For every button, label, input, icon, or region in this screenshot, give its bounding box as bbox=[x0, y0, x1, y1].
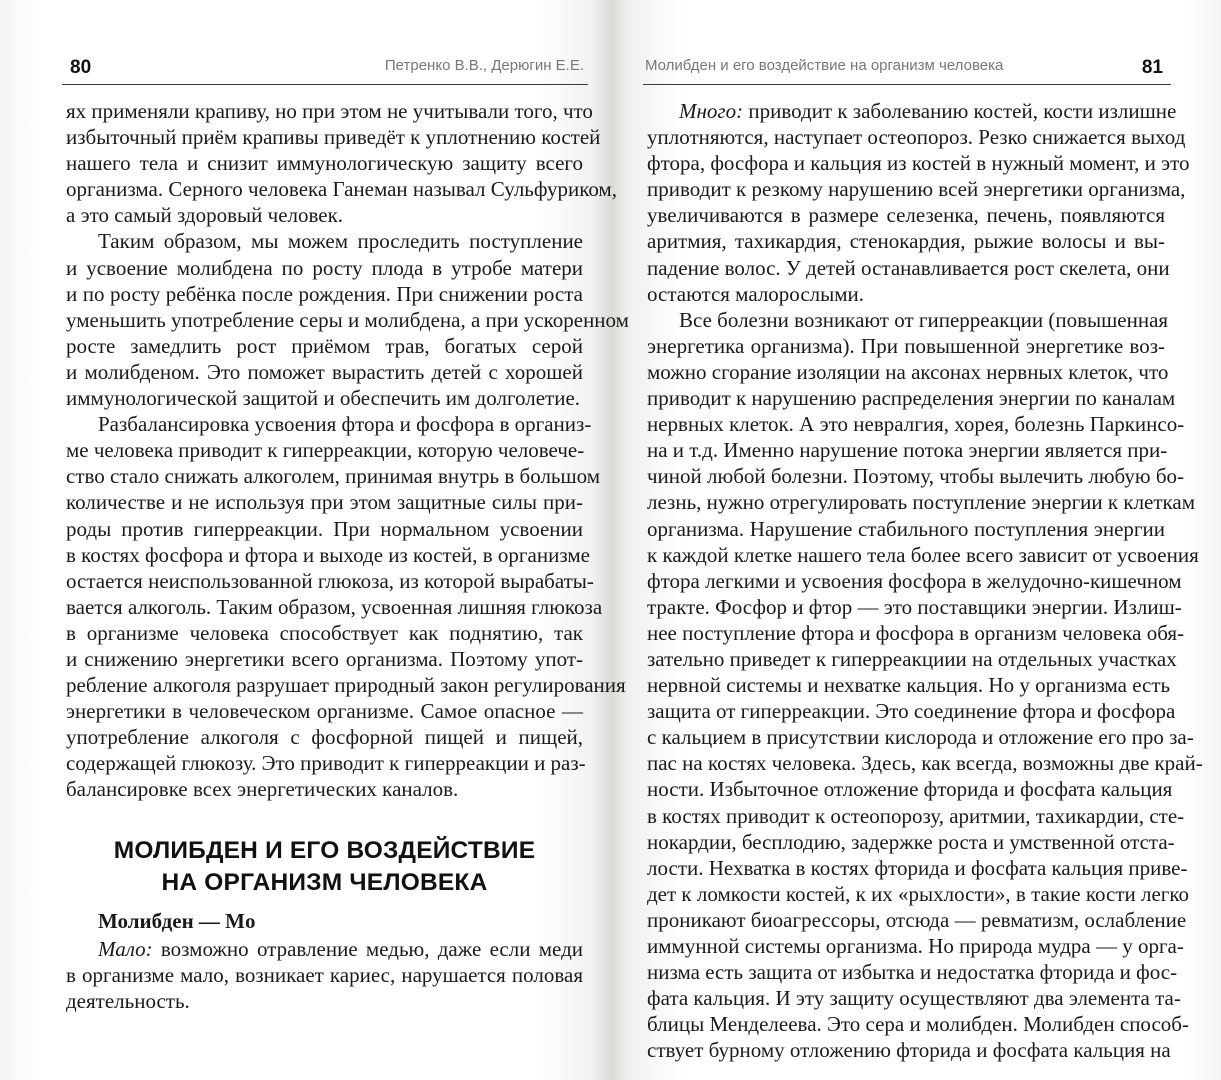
line-text: нее поступление фтора и фосфора в организм человека обя- bbox=[647, 620, 1185, 645]
text-line bbox=[647, 724, 1194, 750]
text-line bbox=[647, 411, 1185, 437]
text-line bbox=[647, 437, 1168, 463]
line-text: остаются малорослыми. bbox=[647, 281, 865, 306]
section-title-line: МОЛИБДЕН И ЕГО ВОЗДЕЙСТВИЕ bbox=[113, 837, 536, 864]
running-head: Молибден и его воздействие на организм человека bbox=[645, 57, 1004, 74]
text-line bbox=[66, 489, 583, 515]
line-text: избыточный приём крапивы приведёт к уплотнению костей bbox=[66, 125, 601, 150]
line-text: можно сгорание изоляции на аксонах нервных клеток, что bbox=[647, 359, 1169, 384]
line-text: на и т.д. Именно нарушение потока энергии является при- bbox=[647, 438, 1168, 463]
line-text: в костях приводит к остеопорозу, аритмии, тахикардии, сте- bbox=[647, 803, 1185, 828]
line-text: возможно отравление медью, даже если меди bbox=[152, 937, 583, 961]
text-line bbox=[66, 98, 593, 124]
text-line bbox=[66, 202, 583, 228]
text-line bbox=[66, 542, 590, 568]
line-text: фтора легкими и усвоения фосфора в желудочно-кишечном bbox=[647, 568, 1182, 593]
text-line bbox=[647, 620, 1185, 646]
text-line bbox=[66, 437, 583, 463]
line-text: в организме человека способствует как поднятию, так bbox=[66, 620, 583, 645]
line-text: балансировке всех энергетических каналов. bbox=[66, 777, 459, 802]
text-line bbox=[647, 646, 1177, 672]
line-text: проникают биоагрессоры, отсюда — ревматизм, ослабление bbox=[647, 907, 1187, 932]
line-text: нокардии, бесплодию, задержке роста и умственной отста- bbox=[647, 829, 1175, 854]
line-text: пас на костях человека. Здесь, как всегда, возможны две край- bbox=[647, 751, 1203, 776]
text-line bbox=[66, 672, 626, 698]
line-text: и снижению энергетики всего организма. Поэтому упот- bbox=[66, 646, 583, 671]
text-line bbox=[647, 855, 1188, 881]
text-line bbox=[647, 463, 1185, 489]
line-text: с кальцием в присутствии кислорода и отложение его про за- bbox=[647, 725, 1194, 750]
italic-term: Мало: bbox=[98, 937, 153, 961]
text-line bbox=[66, 150, 583, 176]
line-text: тракте. Фосфор и фтор — это поставщики энергии. Излиш- bbox=[647, 594, 1182, 619]
text-line bbox=[647, 202, 1165, 228]
italic-term: Много: bbox=[679, 99, 744, 123]
text-line bbox=[66, 936, 583, 962]
right-page-body bbox=[647, 98, 1203, 1063]
line-text: низма есть защита от избытка и недостатка фторида и фос- bbox=[647, 960, 1178, 985]
text-line bbox=[647, 1011, 1189, 1037]
text-line bbox=[647, 959, 1178, 985]
line-text: росте замедлить рост приёмом трав, богатых серой bbox=[66, 333, 583, 358]
line-text: ство стало снижать алкоголем, принимая внутрь в большом bbox=[66, 464, 601, 489]
line-text: в костях фосфора и фтора и выходе из костей, в организме bbox=[66, 542, 590, 567]
text-line bbox=[647, 359, 1169, 385]
text-line bbox=[66, 568, 594, 594]
text-line bbox=[647, 698, 1176, 724]
line-text: лезнь, нужно отрегулировать поступление энергии к клеткам bbox=[647, 490, 1196, 515]
text-line bbox=[647, 933, 1184, 959]
line-text: Все болезни возникают от гиперреакции (повышенная bbox=[679, 307, 1169, 332]
line-text: организма. Серного человека Ганеман называл Сульфуриком, bbox=[66, 177, 617, 202]
text-line bbox=[66, 463, 601, 489]
line-text: уменьшить употребление серы и молибдена, а при ускоренном bbox=[66, 307, 629, 332]
line-text: энергетика организма). При повышенной энергетике воз- bbox=[647, 333, 1165, 358]
text-line bbox=[66, 698, 583, 724]
text-line bbox=[66, 307, 629, 333]
text-line bbox=[66, 750, 586, 776]
text-line bbox=[647, 385, 1176, 411]
line-text: Таким образом, мы можем проследить поступление bbox=[98, 229, 583, 254]
right-page bbox=[611, 0, 1221, 1080]
line-text: чиной любой болезни. Поэтому, чтобы вылечить любую бо- bbox=[647, 464, 1185, 489]
text-line bbox=[647, 881, 1190, 907]
text-line bbox=[647, 568, 1182, 594]
line-text: иммунологической защитой и обеспечить им долголетие. bbox=[66, 386, 581, 411]
line-text: падение волос. У детей останавливается рост скелета, они bbox=[647, 255, 1170, 280]
line-text: ности. Избыточное отложение фторида и фосфата кальция bbox=[647, 777, 1173, 802]
text-line bbox=[66, 411, 592, 437]
line-text: приводит к нарушению распределения энергии по каналам bbox=[647, 386, 1176, 411]
line-text: содержащей глюкозу. Это приводит к гиперреакции и раз- bbox=[66, 751, 586, 776]
line-text: остается неиспользованной глюкоза, из которой вырабаты- bbox=[66, 568, 594, 593]
text-line bbox=[647, 750, 1203, 776]
text-line bbox=[66, 962, 583, 988]
text-line bbox=[647, 98, 1177, 124]
left-page-tail bbox=[66, 936, 583, 1014]
text-line bbox=[66, 281, 583, 307]
line-text: ях применяли крапиву, но при этом не учитывали того, что bbox=[66, 99, 593, 123]
text-line bbox=[647, 228, 1165, 254]
text-line bbox=[647, 776, 1173, 802]
right-page-header bbox=[643, 44, 1171, 85]
section-title-line: НА ОРГАНИЗМ ЧЕЛОВЕКА bbox=[161, 869, 488, 896]
text-line bbox=[66, 594, 603, 620]
line-text: ребление алкоголя разрушает природный закон регулирования bbox=[66, 673, 626, 698]
line-text: зательно приведет к гиперреакциии на отдельных участках bbox=[647, 646, 1177, 671]
line-text: Разбалансировка усвоения фтора и фосфора в организ- bbox=[98, 412, 592, 437]
text-line bbox=[647, 542, 1199, 568]
text-line bbox=[647, 672, 1171, 698]
text-line bbox=[647, 281, 1165, 307]
line-text: энергетики в человеческом организме. Самое опасное — bbox=[66, 699, 583, 724]
text-line bbox=[66, 724, 583, 750]
line-text: в организме мало, возникает кариес, нарушается половая bbox=[66, 963, 583, 988]
line-text: количестве и не используя при этом защитные силы при- bbox=[66, 490, 583, 515]
text-line bbox=[647, 1037, 1171, 1063]
line-text: и молибденом. Это поможет вырастить детей с хорошей bbox=[66, 359, 583, 384]
text-line bbox=[66, 516, 583, 542]
text-line bbox=[66, 988, 583, 1014]
text-line bbox=[66, 176, 617, 202]
line-text: вается алкоголь. Таким образом, усвоенная лишняя глюкоза bbox=[66, 594, 603, 619]
text-line bbox=[647, 307, 1169, 333]
text-line bbox=[647, 803, 1185, 829]
element-heading: Молибден — Mo bbox=[98, 909, 256, 933]
line-text: нашего тела и снизит иммунологическую защиту всего bbox=[66, 151, 583, 176]
text-line bbox=[66, 385, 583, 411]
line-text: лости. Нехватка в костях фторида и фосфата кальция приве- bbox=[647, 855, 1188, 880]
text-line bbox=[66, 255, 583, 281]
text-line bbox=[66, 359, 583, 385]
line-text: нервной системы и нехватке кальция. Но у организма есть bbox=[647, 673, 1171, 698]
text-line bbox=[647, 124, 1186, 150]
text-line bbox=[66, 646, 583, 672]
section-title bbox=[66, 835, 583, 899]
text-line bbox=[647, 907, 1187, 933]
line-text: к каждой клетке нашего тела более всего зависит от усвоения bbox=[647, 542, 1199, 567]
text-line bbox=[647, 176, 1186, 202]
text-line bbox=[647, 150, 1190, 176]
running-head: Петренко В.В., Дерюгин Е.Е. bbox=[384, 57, 584, 74]
line-text: и по росту ребёнка после рождения. При снижении роста bbox=[66, 281, 583, 306]
line-text: а это самый здоровый человек. bbox=[66, 203, 344, 228]
line-text: и усвоение молибдена по росту плода в утробе матери bbox=[66, 255, 583, 280]
page-number: 80 bbox=[70, 57, 92, 78]
line-text: уплотняются, наступает остеопороз. Резко снижается выход bbox=[647, 125, 1186, 150]
line-text: увеличиваются в размере селезенка, печень, появляются bbox=[647, 203, 1165, 228]
line-text: фата кальция. И эту защиту осуществляют два элемента та- bbox=[647, 986, 1181, 1011]
line-text: употребление алкоголя с фосфорной пищей и пищей, bbox=[66, 725, 583, 750]
line-text: нервных клеток. А это невралгия, хорея, болезнь Паркинсо- bbox=[647, 412, 1185, 437]
line-text: блицы Менделеева. Это сера и молибден. Молибден способ- bbox=[647, 1012, 1189, 1037]
text-line bbox=[647, 255, 1170, 281]
text-line bbox=[647, 333, 1165, 359]
line-text: ме человека приводит к гиперреакции, которую человече- bbox=[66, 438, 585, 463]
line-text: иммунной системы организма. Но природа мудра — у орга- bbox=[647, 934, 1184, 958]
text-line bbox=[66, 620, 583, 646]
line-text: ствует бурному отложению фторида и фосфата кальция на bbox=[647, 1038, 1171, 1063]
left-page-header bbox=[62, 44, 588, 85]
left-page-body bbox=[66, 98, 629, 803]
text-line bbox=[647, 594, 1182, 620]
line-text: аритмия, тахикардия, стенокардия, рыжие волосы и вы- bbox=[647, 229, 1165, 254]
line-text: роды против гиперреакции. При нормальном усвоении bbox=[66, 516, 583, 541]
text-line bbox=[66, 776, 583, 802]
text-line bbox=[66, 333, 583, 359]
text-line bbox=[66, 124, 601, 150]
line-text: организма. Нарушение стабильного поступления энергии bbox=[647, 516, 1165, 541]
text-line bbox=[647, 489, 1196, 515]
line-text: защита от гиперреакции. Это соединение фтора и фосфора bbox=[647, 699, 1176, 724]
line-text: приводит к резкому нарушению всей энергетики организма, bbox=[647, 177, 1186, 202]
line-text: приводит к заболеванию костей, кости излишне bbox=[743, 99, 1177, 123]
line-text: деятельность. bbox=[66, 989, 190, 1014]
line-text: дет к ломкости костей, к их «рыхлости», в такие кости легко bbox=[647, 881, 1190, 906]
text-line bbox=[647, 516, 1165, 542]
text-line bbox=[647, 985, 1181, 1011]
text-line bbox=[647, 829, 1175, 855]
text-line bbox=[66, 228, 583, 254]
line-text: фтора, фосфора и кальция из костей в нужный момент, и это bbox=[647, 151, 1190, 176]
page-number: 81 bbox=[1141, 57, 1163, 78]
